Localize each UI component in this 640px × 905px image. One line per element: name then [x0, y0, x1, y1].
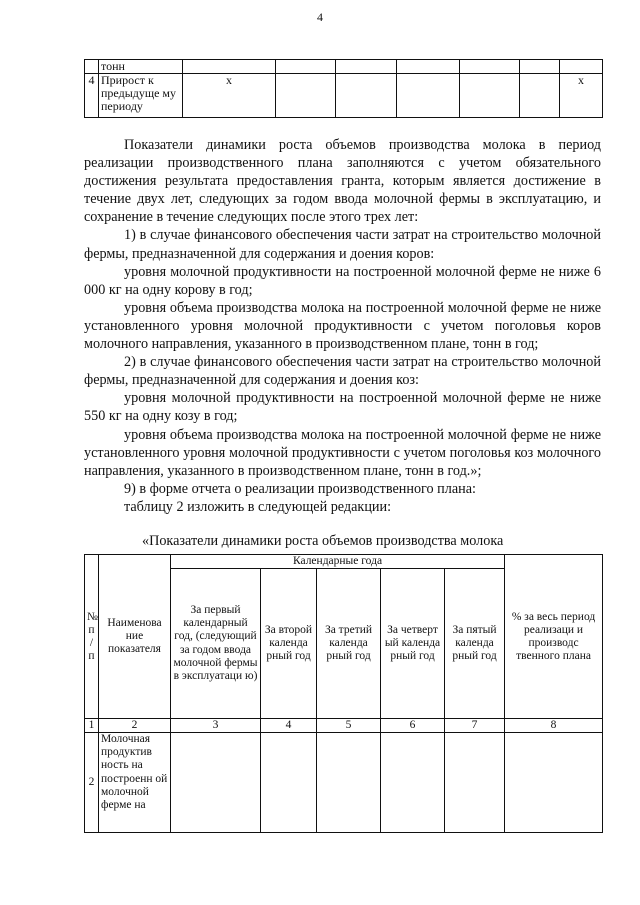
- table-cell: [261, 733, 317, 833]
- table-title: «Показатели динамики роста объемов производства молока: [142, 533, 504, 549]
- page-number: 4: [317, 10, 323, 24]
- table-cell: [445, 733, 505, 833]
- column-number: 6: [381, 719, 445, 733]
- table-row: [85, 60, 603, 74]
- paragraph: уровня объема производства молока на построенной молочной ферме не ниже установленного уровня молочной продуктивности с учетом поголовья коров молочного направления, указанного в производственном плане, тонн в год;: [84, 299, 601, 353]
- table-row: [85, 733, 603, 833]
- table-cell: [520, 74, 560, 118]
- column-number: 3: [171, 719, 261, 733]
- table-header-row: [85, 555, 603, 569]
- table-cell: [336, 60, 397, 74]
- column-number: 5: [317, 719, 381, 733]
- paragraph: уровня молочной продуктивности на построенной молочной ферме не ниже 550 кг на одну козу в год;: [84, 390, 601, 425]
- column-number: 8: [505, 719, 603, 733]
- year-1-header: За первый календарный год, (следующий за годом ввода молочной фермы в эксплуатаци ю): [171, 569, 261, 719]
- table-cell: [397, 60, 460, 74]
- row-name: Молочная продуктив ность на построенн ой молочной ферме на: [99, 733, 171, 833]
- col-num-header: № п / п: [85, 555, 99, 719]
- table-cell: [505, 733, 603, 833]
- column-number: 4: [261, 719, 317, 733]
- calendar-years-header: Календарные года: [171, 555, 505, 569]
- paragraph: уровня молочной продуктивности на построенной молочной ферме не ниже 6 000 кг на одну корову в год;: [84, 263, 601, 298]
- top-table: [84, 59, 603, 118]
- year-4-header: За четверт ый календа рный год: [381, 569, 445, 719]
- paragraph: Показатели динамики роста объемов производства молока в период реализации производственного плана заполняются с учетом обязательного достижения результата предоставления гранта, которым является достижение в течение двух лет, следующих за годом ввода молочной фермы в эксплуатацию, и сохранение в течение следующих после этого трех лет:: [84, 137, 601, 226]
- table-cell: [183, 60, 276, 74]
- row-number: [85, 60, 99, 74]
- paragraph: 1) в случае финансового обеспечения части затрат на строительство молочной фермы, предназначенной для содержания и доения коров:: [84, 227, 601, 262]
- year-3-header: За третий календа рный год: [317, 569, 381, 719]
- production-dynamics-table: [84, 554, 603, 833]
- table-cell: [336, 74, 397, 118]
- table-cell: х: [183, 74, 276, 118]
- table-cell: х: [560, 74, 603, 118]
- paragraph: таблицу 2 изложить в следующей редакции:: [124, 498, 392, 515]
- year-2-header: За второй календа рный год: [261, 569, 317, 719]
- table-cell: [317, 733, 381, 833]
- column-number: 7: [445, 719, 505, 733]
- paragraph: уровня объема производства молока на построенной молочной ферме не ниже установленного уровня молочной продуктивности с учетом поголовья коз молочного направления, указанного в производственном плане, тонн в год.»;: [84, 426, 601, 479]
- table-row: [85, 74, 603, 118]
- row-number: 4: [85, 74, 99, 118]
- col-name-header: Наименова ние показателя: [99, 555, 171, 719]
- table-cell: [276, 60, 336, 74]
- table-cell: [560, 60, 603, 74]
- paragraph: 2) в случае финансового обеспечения части затрат на строительство молочной фермы, предназначенной для содержания и доения коз:: [84, 354, 601, 389]
- column-number: 2: [99, 719, 171, 733]
- table-cell: [381, 733, 445, 833]
- table-cell: [460, 60, 520, 74]
- row-name: тонн: [99, 60, 183, 74]
- table-cell: [276, 74, 336, 118]
- row-number: 2: [85, 733, 99, 833]
- column-numbers-row: [85, 719, 603, 733]
- table-cell: [520, 60, 560, 74]
- paragraph: 9) в форме отчета о реализации производственного плана:: [124, 480, 476, 497]
- table-cell: [460, 74, 520, 118]
- year-5-header: За пятый календа рный год: [445, 569, 505, 719]
- column-number: 1: [85, 719, 99, 733]
- table-cell: [397, 74, 460, 118]
- row-name: Прирост к предыдуще му периоду: [99, 74, 183, 118]
- total-period-header: % за весь период реализаци и производс твенного плана: [505, 555, 603, 719]
- table-cell: [171, 733, 261, 833]
- body-text: [84, 136, 601, 516]
